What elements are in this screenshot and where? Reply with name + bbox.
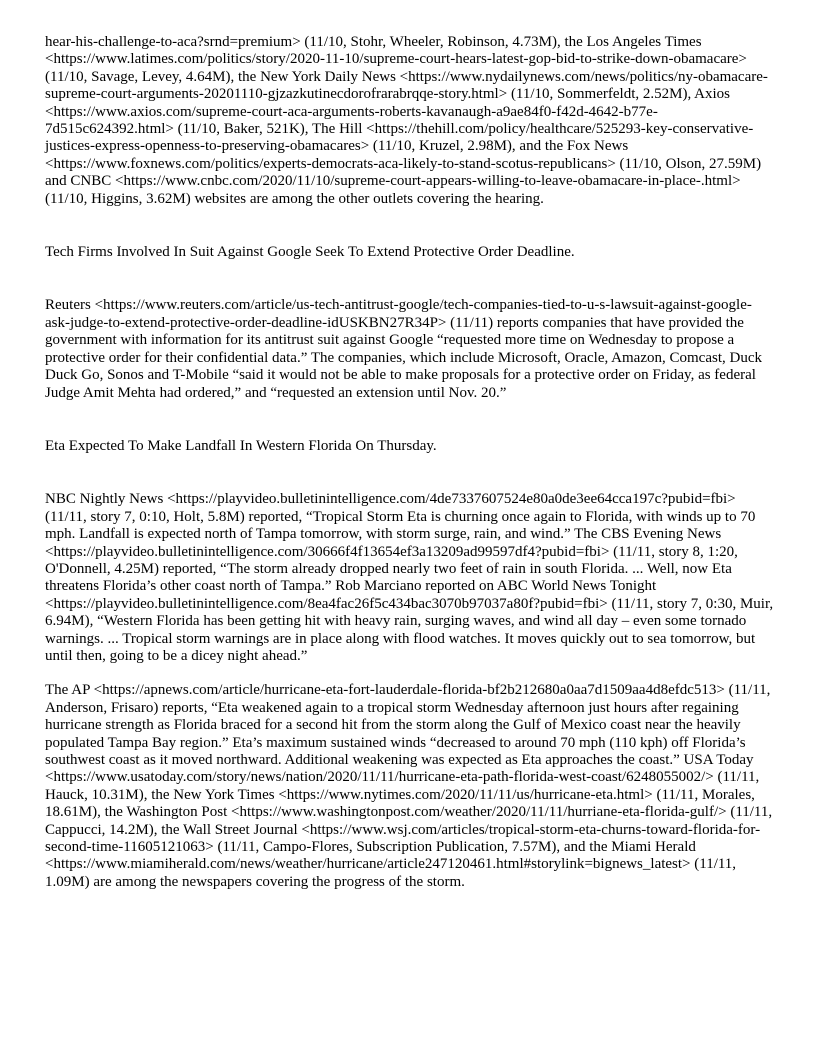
document-page (45, 34, 775, 891)
spacer (45, 402, 775, 438)
eta-print-paragraph: The AP <https://apnews.com/article/hurricane-eta-fort-lauderdale-florida-bf2b212680a0aa7d1509aa4d8efdc513> (11/11, Anderson, Frisaro) reports, “Eta weakened again to a tropical storm Wednesday afternoon just hours after regaining hurricane strength as Florida braced for a second hit from the storm along the Gulf of Mexico coast near the heavily populated Tampa Bay region.” Eta’s maximum sustained winds “decreased to around 70 mph (110 kph) off Florida’s southwest coast as it moved northward. Additional weakening was expected as Eta approaches the coast.” USA Today <https://www.usatoday.com/story/news/nation/2020/11/11/hurricane-eta-path-florida-west-coast/6248055002/> (11/11, Hauck, 10.31M), the New York Times <https://www.nytimes.com/2020/11/11/us/hurricane-eta.html> (11/11, Morales, 18.61M), the Washington Post <https://www.washingtonpost.com/weather/2020/11/11/hurriane-eta-florida-gulf/> (11/11, Cappucci, 14.2M), the Wall Street Journal <https://www.wsj.com/articles/tropical-storm-eta-churns-toward-florida-for-second-time-11605121063> (11/11, Campo-Flores, Subscription Publication, 7.57M), and the Miami Herald <https://www.miamiherald.com/news/weather/hurricane/article247120461.html#storylink=bignews_latest> (11/11, 1.09M) are among the newspapers covering the progress of the storm. (45, 682, 773, 890)
google-headline: Tech Firms Involved In Suit Against Google Seek To Extend Protective Order Deadline. (45, 244, 575, 261)
aca-outlets-paragraph: hear-his-challenge-to-aca?srnd=premium> (11/10, Stohr, Wheeler, Robinson, 4.73M), the Los Angeles Times <https://www.latimes.com/politics/story/2020-11-10/supreme-court-hears-latest-gop-bid-to-strike-down-obamacare> (11/10, Savage, Levey, 4.64M), the New York Daily News <https://www.nydailynews.com/news/politics/ny-obamacare-supreme-court-arguments-20201110-gjzazkutinecdorofrarabrqqe-story.html> (11/10, Sommerfeldt, 2.52M), Axios <https://www.axios.com/supreme-court-aca-arguments-roberts-kavanaugh-a9ae84f0-f42d-4642-b77e-7d515c624392.html> (11/10, Baker, 521K), The Hill <https://thehill.com/policy/healthcare/525293-key-conservative-justices-express-openness-to-preserving-obamacares> (11/10, Kruzel, 2.98M), and the Fox News <https://www.foxnews.com/politics/experts-democrats-aca-likely-to-stand-scotus-republicans> (11/10, Olson, 27.59M) and CNBC <https://www.cnbc.com/2020/11/10/supreme-court-appears-willing-to-leave-obamacare-in-place-.html> (11/10, Higgins, 3.62M) websites are among the other outlets covering the hearing. (45, 34, 768, 207)
spacer (45, 455, 775, 491)
spacer (45, 261, 775, 297)
eta-tv-paragraph: NBC Nightly News <https://playvideo.bulletinintelligence.com/4de7337607524e80a0de3ee64cca197c?pubid=fbi> (11/11, story 7, 0:10, Holt, 5.8M) reported, “Tropical Storm Eta is churning once again to Florida, with winds up to 70 mph. Landfall is expected north of Tampa tomorrow, with storm surge, rain, and wind.” The CBS Evening News <https://playvideo.bulletinintelligence.com/30666f4f13654ef3a13209ad99597df4?pubid=fbi> (11/11, story 8, 1:20, O'Donnell, 4.25M) reported, “The storm already dropped nearly two feet of rain in south Florida. ... Well, now Eta threatens Florida’s other coast north of Tampa.” Rob Marciano reported on ABC World News Tonight <https://playvideo.bulletinintelligence.com/8ea4fac26f5c434bac3070b97037a80f?pubid=fbi> (11/11, story 7, 0:30, Muir, 6.94M), “Western Florida has been getting hit with heavy rain, surging waves, and wind all day – even some tornado warnings. ... Tropical storm warnings are in place along with flood watches. It moves quickly out to sea tomorrow, but until then, going to be a dicey night ahead.” (45, 491, 774, 664)
eta-headline: Eta Expected To Make Landfall In Western Florida On Thursday. (45, 437, 437, 454)
google-body-paragraph: Reuters <https://www.reuters.com/article/us-tech-antitrust-google/tech-companies-tied-to-u-s-lawsuit-against-google-ask-judge-to-extend-protective-order-deadline-idUSKBN27R34P> (11/11) reports companies that have provided the government with information for its antitrust suit against Google “requested more time on Wednesday to propose a protective order for their confidential data.” The companies, which include Microsoft, Oracle, Amazon, Comcast, Duck Duck Go, Sonos and T-Mobile “said it would not be able to make proposals for a protective order on Friday, as federal Judge Amit Mehta had ordered,” and “requested an extension until Nov. 20.” (45, 297, 762, 401)
spacer (45, 208, 775, 244)
spacer (45, 665, 775, 682)
